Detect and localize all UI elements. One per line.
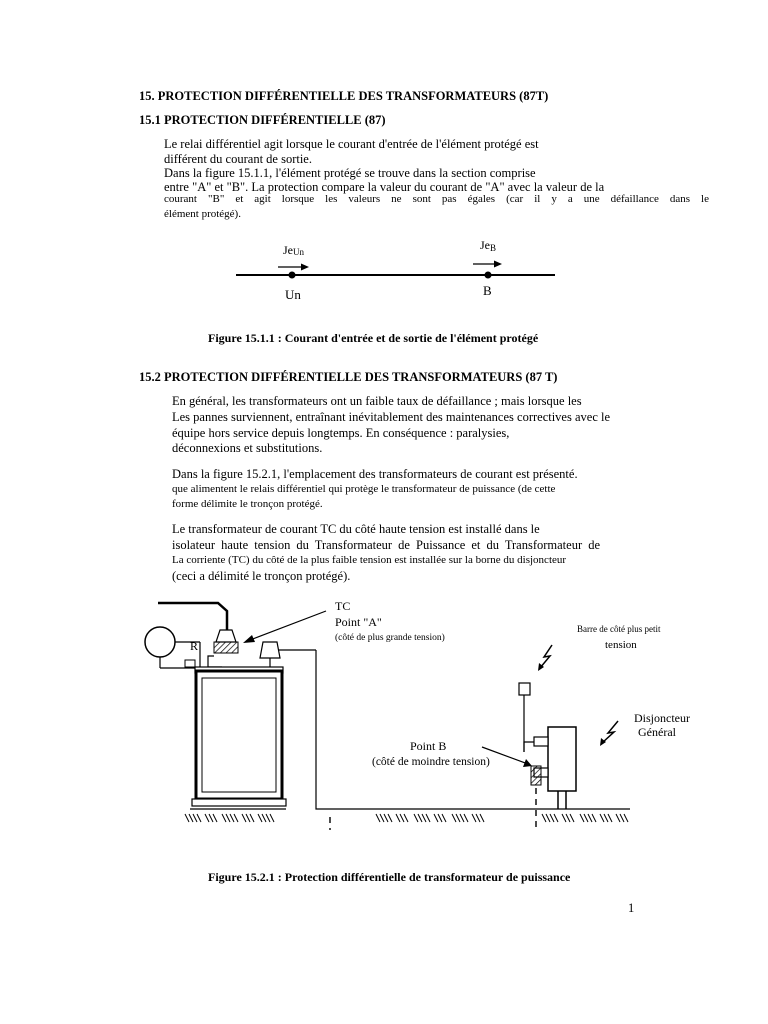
page-number: 1 [628, 901, 635, 915]
paragraph-line: forme délimite le tronçon protégé. [172, 498, 323, 510]
tc-pointer-arrow [250, 611, 326, 640]
hv-line [158, 603, 227, 630]
point-b-label: B [483, 283, 492, 298]
label-je-un: JeUn [283, 243, 304, 257]
lv-bushing [260, 642, 280, 658]
relay-r-label: R [190, 639, 199, 653]
section-15-1-heading: 15.1 PROTECTION DIFFÉRENTIELLE (87) [139, 113, 386, 127]
busbar-terminal [519, 683, 530, 695]
point-a-label: Un [285, 287, 301, 302]
secondary-wiring [330, 785, 536, 830]
paragraph-line: entre "A" et "B". La protection compare la valeur du courant de "A" avec la valeur de la [164, 180, 605, 194]
tc-current-transformer-a [214, 642, 238, 653]
paragraph-line: Dans la figure 15.1.1, l'élément protégé se trouve dans la section comprise [164, 166, 536, 180]
paragraph-line: La corriente (TC) du côté de la plus faible tension est installée sur la borne du disjoncteur [172, 554, 567, 566]
lightning-icon [602, 721, 618, 743]
point-b-node [485, 272, 492, 279]
paragraph-line: que alimentent le relais différentiel qui protège le transformateur de puissance (de cette [172, 483, 556, 495]
figure-15-2-1-diagram [130, 590, 710, 830]
lv-cable [316, 650, 530, 809]
figure-15-2-1-caption: Figure 15.2.1 : Protection différentielle de transformateur de puissance [208, 870, 571, 884]
busbar-tension-label: tension [605, 639, 637, 651]
point-b-label: Point B [410, 739, 447, 753]
paragraph-line: Le relai différentiel agit lorsque le courant d'entrée de l'élément protégé est [164, 137, 539, 151]
figure-15-1-1-caption: Figure 15.1.1 : Courant d'entrée et de sortie de l'élément protégé [208, 331, 539, 345]
section-15-2-heading: 15.2 PROTECTION DIFFÉRENTIELLE DES TRANSFORMATEURS (87 T) [139, 370, 558, 384]
general-label: Général [638, 725, 676, 739]
paragraph-line: courant "B" et agit lorsque les valeurs ne sont pas égales (car il y a une défaillance dans le [164, 193, 709, 205]
paragraph-line: Le transformateur de courant TC du côté haute tension est installé dans le [172, 522, 540, 536]
transformer-base [192, 799, 286, 806]
paragraph-line: différent du courant de sortie. [164, 152, 312, 166]
paragraph-line: Dans la figure 15.2.1, l'emplacement des transformateurs de courant est présenté. [172, 467, 578, 481]
paragraph-line: élément protégé). [164, 208, 241, 220]
paragraph-line: équipe hors service depuis longtemps. En conséquence : paralysies, [172, 426, 510, 440]
paragraph-line: déconnexions et substitutions. [172, 441, 323, 455]
paragraph-line: Les pannes surviennent, entraînant inévitablement des maintenances correctives avec le [172, 410, 611, 424]
label-je-b: JeB [480, 238, 497, 253]
paragraph-line: isolateur haute tension du Transformateur de Puissance et du Transformateur de [172, 538, 600, 552]
transformer-tank [196, 671, 282, 799]
point-a-label: Point "A" [335, 615, 382, 629]
paragraph-line: (ceci a délimité le tronçon protégé). [172, 569, 351, 583]
conservator-tank [145, 627, 175, 657]
tc-current-transformer-b [531, 766, 541, 785]
section-15-heading: 15. PROTECTION DIFFÉRENTIELLE DES TRANSFORMATEURS (87T) [139, 89, 549, 103]
lightning-icon [540, 645, 552, 668]
point-a-sublabel: (côté de plus grande tension) [335, 633, 445, 643]
point-b-sublabel: (côté de moindre tension) [372, 756, 490, 768]
busbar-label: Barre de côté plus petit [577, 624, 661, 634]
ground-hatch [185, 814, 628, 822]
figure-15-1-1-diagram [230, 232, 565, 307]
relay-r [185, 660, 195, 667]
disjoncteur-label: Disjoncteur [634, 711, 690, 725]
circuit-breaker-disjoncteur [548, 727, 576, 791]
hv-bushing [216, 630, 236, 642]
tc-label: TC [335, 599, 351, 613]
point-a-node [289, 272, 296, 279]
paragraph-line: En général, les transformateurs ont un faible taux de défaillance ; mais lorsque les [172, 394, 582, 408]
